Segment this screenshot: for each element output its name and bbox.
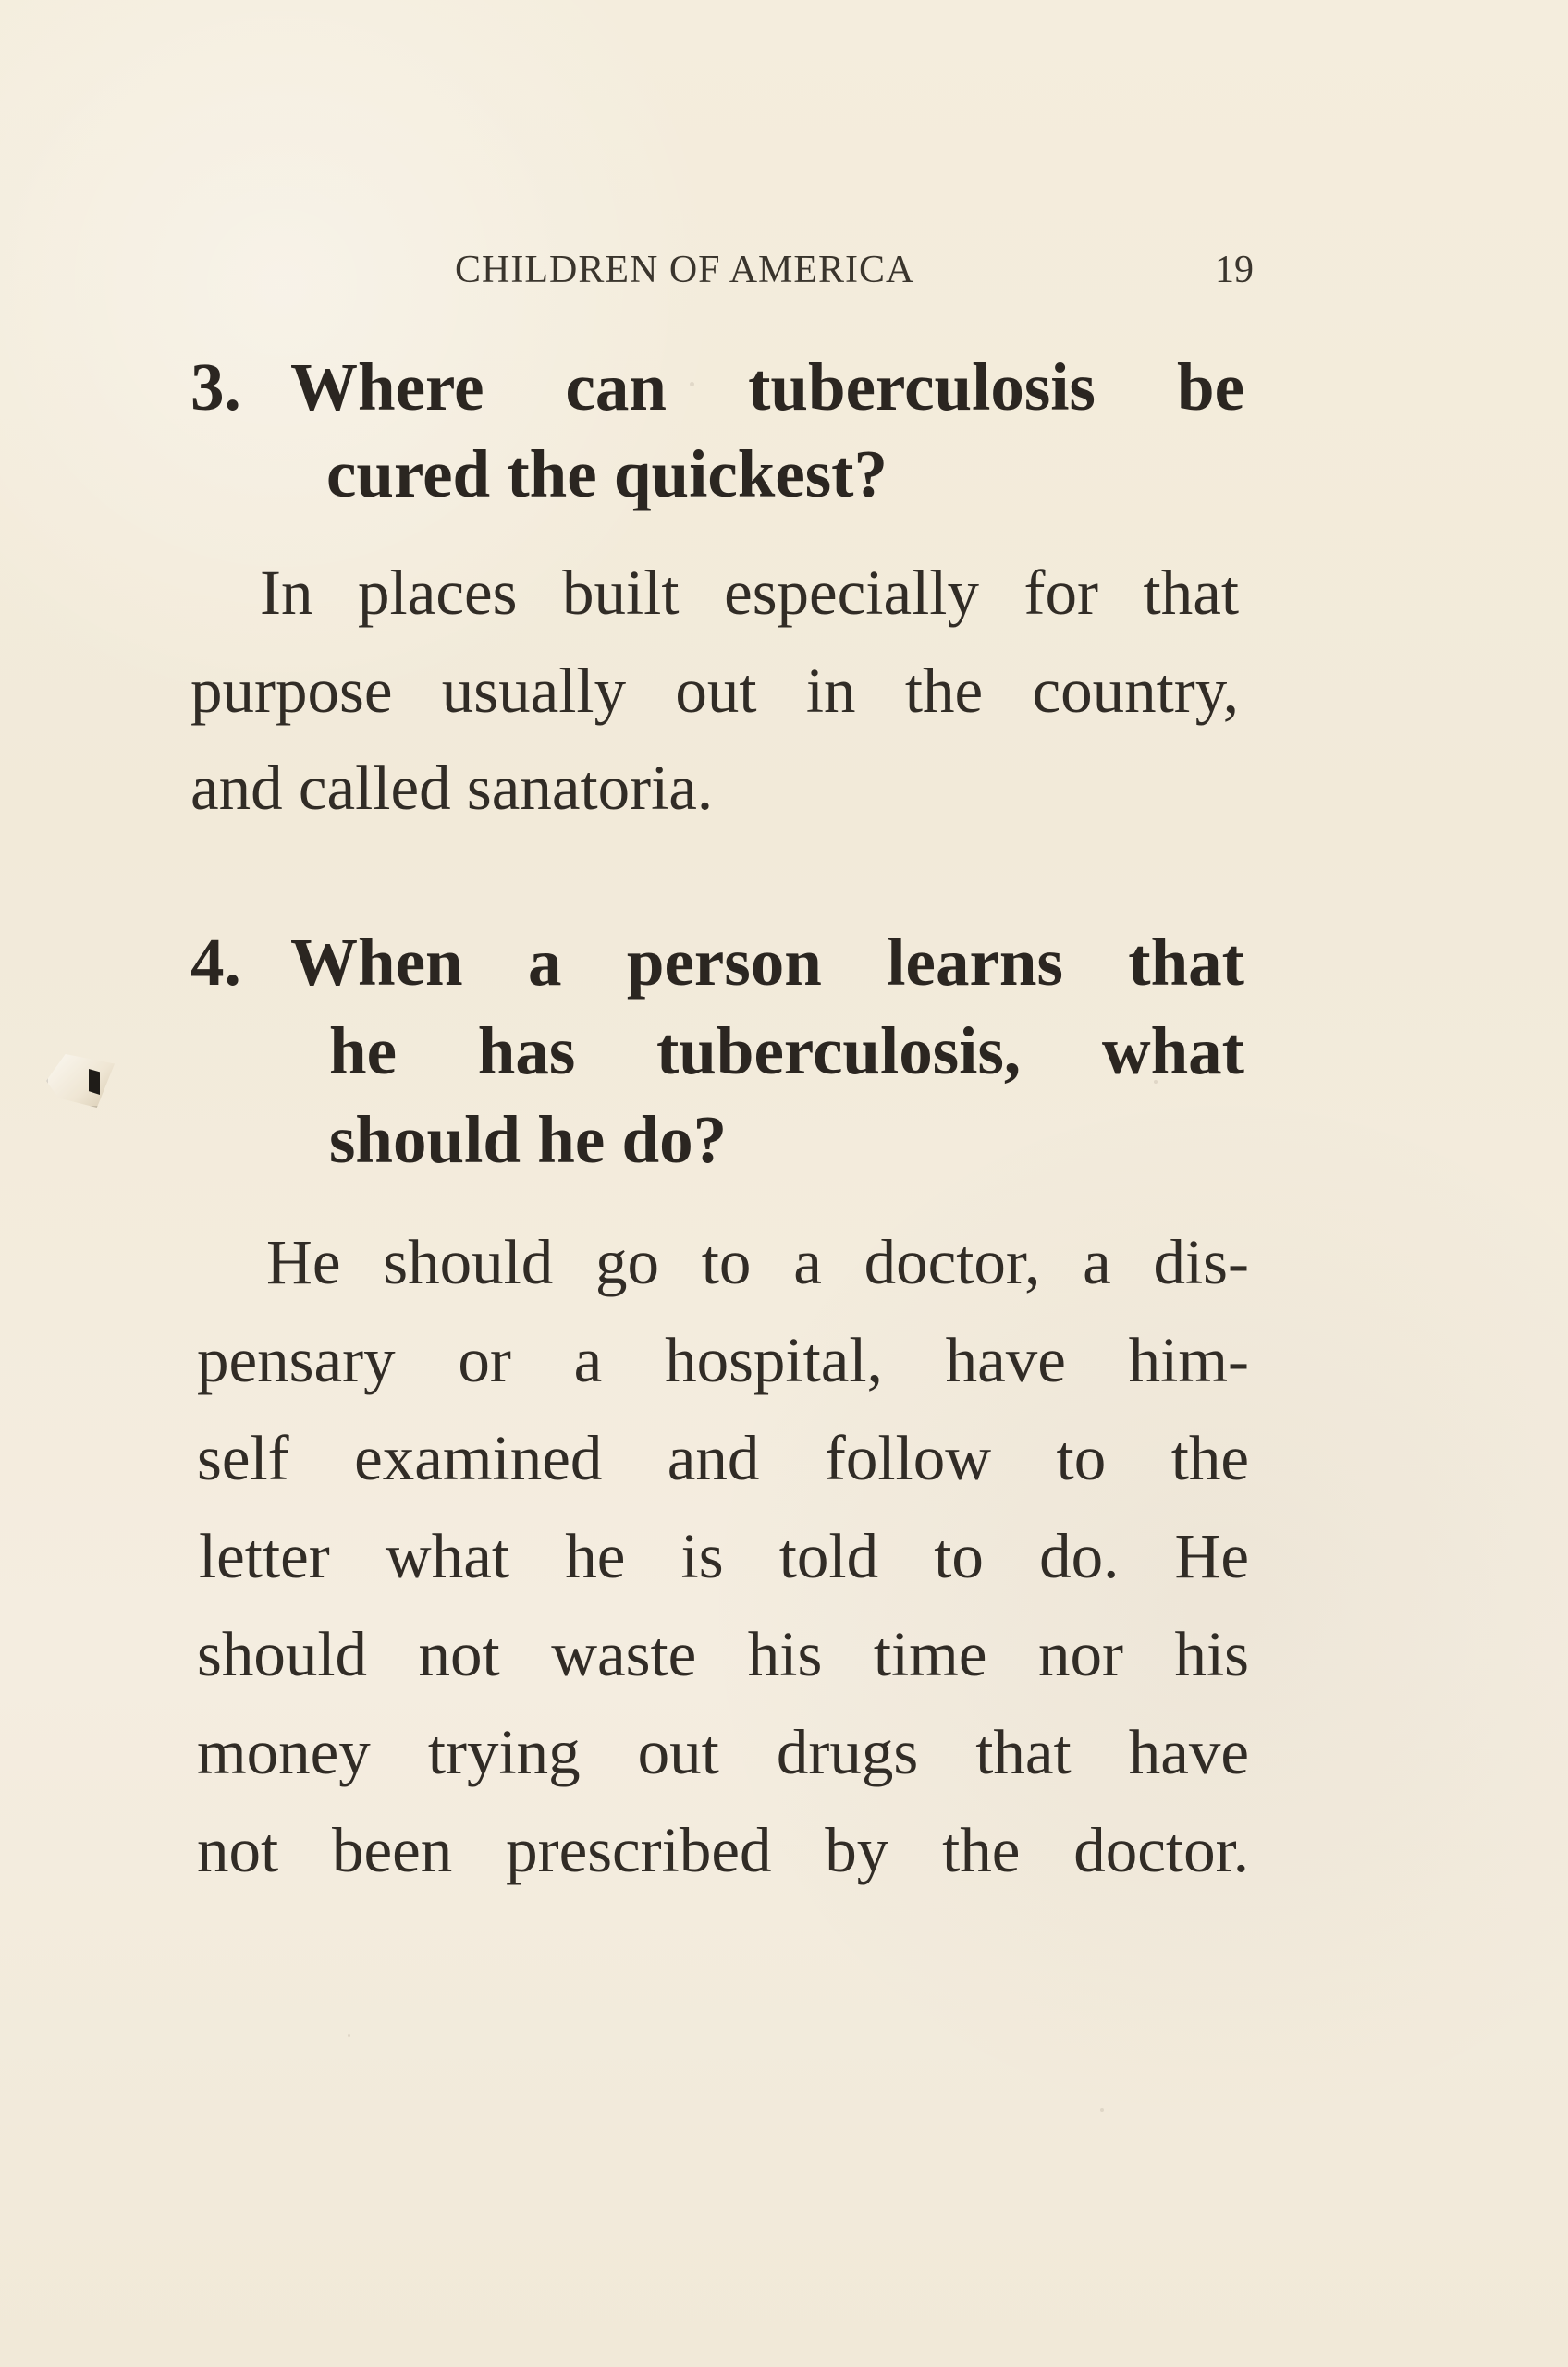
page-corner-crease: [46, 1054, 115, 1108]
answer-line: and called sanatoria.: [190, 753, 714, 823]
answer-line: letter what he is told to do. He: [199, 1521, 1249, 1591]
page-number: 19: [1215, 249, 1254, 291]
answer-line: money trying out drugs that have: [197, 1717, 1249, 1787]
answer-line: not been prescribed by the doctor.: [197, 1815, 1249, 1885]
question-line: he has tuberculosis, what: [329, 1013, 1244, 1088]
paper-speck: [1100, 2108, 1104, 2112]
answer-line: should not waste his time nor his: [197, 1619, 1249, 1689]
question-number: 3.: [190, 350, 241, 424]
running-header-title: CHILDREN OF AMERICA: [455, 249, 915, 291]
paper-speck: [348, 2034, 350, 2037]
answer-line: self examined and follow to the: [197, 1423, 1249, 1493]
question-number: 4.: [190, 925, 241, 1000]
answer-line: In places built especially for that: [260, 558, 1239, 628]
answer-line: purpose usually out in the country,: [190, 656, 1239, 726]
running-header: [0, 248, 1568, 303]
answer-line: He should go to a doctor, a dis-: [266, 1227, 1249, 1297]
question-line: When a person learns that: [290, 925, 1244, 1000]
question-line: cured the quickest?: [326, 436, 888, 511]
question-line: Where can tuberculosis be: [290, 350, 1244, 424]
answer-line: pensary or a hospital, have him-: [197, 1325, 1249, 1395]
question-line: should he do?: [329, 1102, 728, 1177]
